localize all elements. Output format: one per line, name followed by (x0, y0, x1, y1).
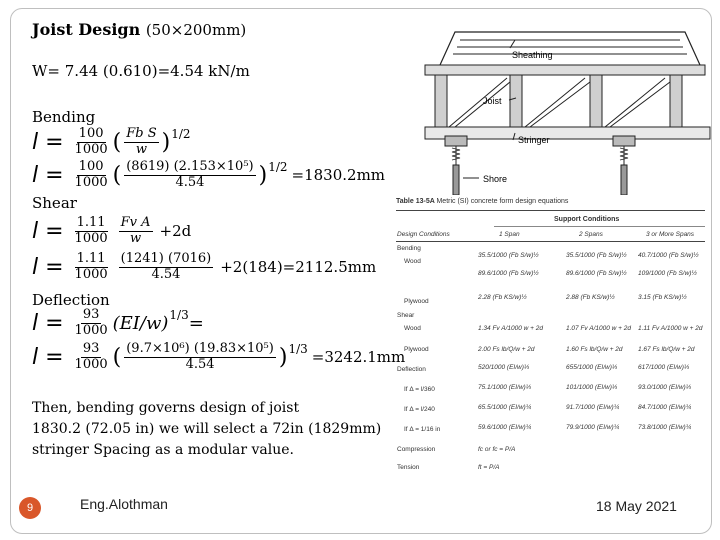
col-header: Design Conditions (397, 231, 450, 238)
lhs: l = (32, 162, 64, 188)
shear-result: +2(184)=2112.5mm (220, 258, 377, 277)
col-header: 2 Spans (579, 231, 603, 238)
row-label: Plywood (404, 298, 429, 305)
slide-number: 9 (19, 497, 41, 519)
row-label: If Δ = l/240 (404, 406, 435, 413)
footer-author: Eng.Alothman (80, 496, 168, 512)
bending-formula: l = $\frac{100}{1000}$ ( $\frac{\text{Fb S}}{w}$ ) 1/2 (32, 126, 191, 157)
shear-calc: l = $\frac{1.11}{1000}$ $\frac{(1241) (7016)}{4.54}$ +2(184)=2112.5mm (32, 251, 377, 282)
sheathing-label: Sheathing (512, 50, 553, 60)
joist-label: Joist (483, 96, 502, 106)
row-label: If Δ = 1/16 in (404, 426, 441, 433)
bending-calc: l = $\frac{100}{1000}$ ( $\frac{\text{(8619) (2.153×10⁵)}}{4.54}$ ) 1/2 =1830.2mm (32, 159, 386, 190)
row-label: Deflection (397, 366, 426, 373)
row-label: Tension (397, 464, 420, 471)
slide-title (32, 20, 246, 39)
row-label: Shear (397, 312, 415, 319)
row-label: If Δ = l/360 (404, 386, 435, 393)
conclusion-text: Then, bending governs design of joist 1830.2 (72.05 in) we will select a 72in (1829mm) stringer Spacing as a modular value. (32, 400, 382, 458)
formwork-diagram (415, 20, 715, 195)
title-sub: (50×200mm) (145, 21, 247, 39)
load-line: W= 7.44 (0.610)=4.54 kN/m (32, 62, 250, 80)
deflection-result: =3242.1mm (311, 348, 406, 367)
stringer-label: Stringer (518, 135, 550, 145)
row-label: Wood (404, 325, 421, 332)
row-label: Bending (397, 245, 421, 252)
deflection-calc: l = $\frac{93}{1000}$ ( $\frac{\text{(9.7×10⁶) (19.83×10⁵)}}{4.54}$ ) 1/3 =3242.1mm (32, 341, 406, 372)
title-main: Joist Design (32, 20, 141, 39)
shear-label: Shear (32, 194, 77, 212)
row-label: Plywood (404, 346, 429, 353)
shore-label: Shore (483, 174, 508, 184)
col-header: 1 Span (499, 231, 520, 238)
shear-tail: +2d (159, 222, 192, 241)
fraction: $\frac{100}{1000}$ (74, 159, 108, 190)
bending-result: =1830.2mm (291, 166, 386, 185)
design-equation-table: Table 13-5A Metric (SI) concrete form design equations Support Conditions Design Conditions 1 Span 2 Spans 3 or More Spans Bending Wood 35.5/1000 (Fb S/w)½ 89.6/1000 (Fb S/w)½ 35.5/1000 (Fb S/w)½ 89.6/1000 (Fb S/w)½ 40.7/1000 (Fb S/w)½ 109/1000 (Fb S/w)½ Plywood 2.28 (Fb KS/w)½ 2.88 (Fb KS/w)½ 3.15 (Fb KS/w)½ Shear Wood 1.34 Fv A/1000 w + 2d 1.07 Fv A/1000 w + 2d 1.11 Fv A/1000 w + 2d Plywood 2.00 Fs lb/Q/w + 2d 1.60 Fs lb/Q/w + 2d 1.67 Fs lb/Q/w + 2d Deflection 520/1000 (EI/w)⅓ 655/1000 (EI/w)⅓ 617/1000 (EI/w)⅓ If Δ = l/360 75.1/1000 (EI/w)⅓ 101/1000 (EI/w)⅓ 93.0/1000 (EI/w)⅓ If Δ = l/240 65.5/1000 (EI/w)¼ 91.7/1000 (EI/w)¼ 84.7/1000 (EI/w)¼ If Δ = 1/16 in 59.6/1000 (EI/w)¼ 79.9/1000 (EI/w)¼ 73.8/1000 (EI/w)¼ Compression fc or fc = P/A Tension ft = P/A (394, 194, 707, 476)
bending-label: Bending (32, 108, 96, 126)
footer-date: 18 May 2021 (596, 498, 677, 514)
deflection-formula: l = $\frac{93}{1000}$ (EI/w) 1/3 = (32, 307, 204, 338)
inner-fraction: $\frac{\text{(8619) (2.153×10⁵)}}{4.54}$ (126, 159, 254, 190)
inner-fraction: $\frac{\text{Fb S}}{w}$ (126, 126, 157, 157)
support-conditions: Support Conditions (554, 216, 620, 223)
lhs: l = (32, 129, 64, 155)
row-label: Wood (404, 258, 421, 265)
col-header: 3 or More Spans (646, 231, 695, 238)
table-caption: Table 13-5A Metric (SI) concrete form design equations (396, 198, 569, 205)
row-label: Compression (397, 446, 436, 453)
fraction: $\frac{100}{1000}$ (74, 126, 108, 157)
shear-formula: l = $\frac{1.11}{1000}$ $\frac{\text{Fv A}}{w}$ +2d (32, 215, 192, 246)
deflection-label: Deflection (32, 291, 110, 309)
